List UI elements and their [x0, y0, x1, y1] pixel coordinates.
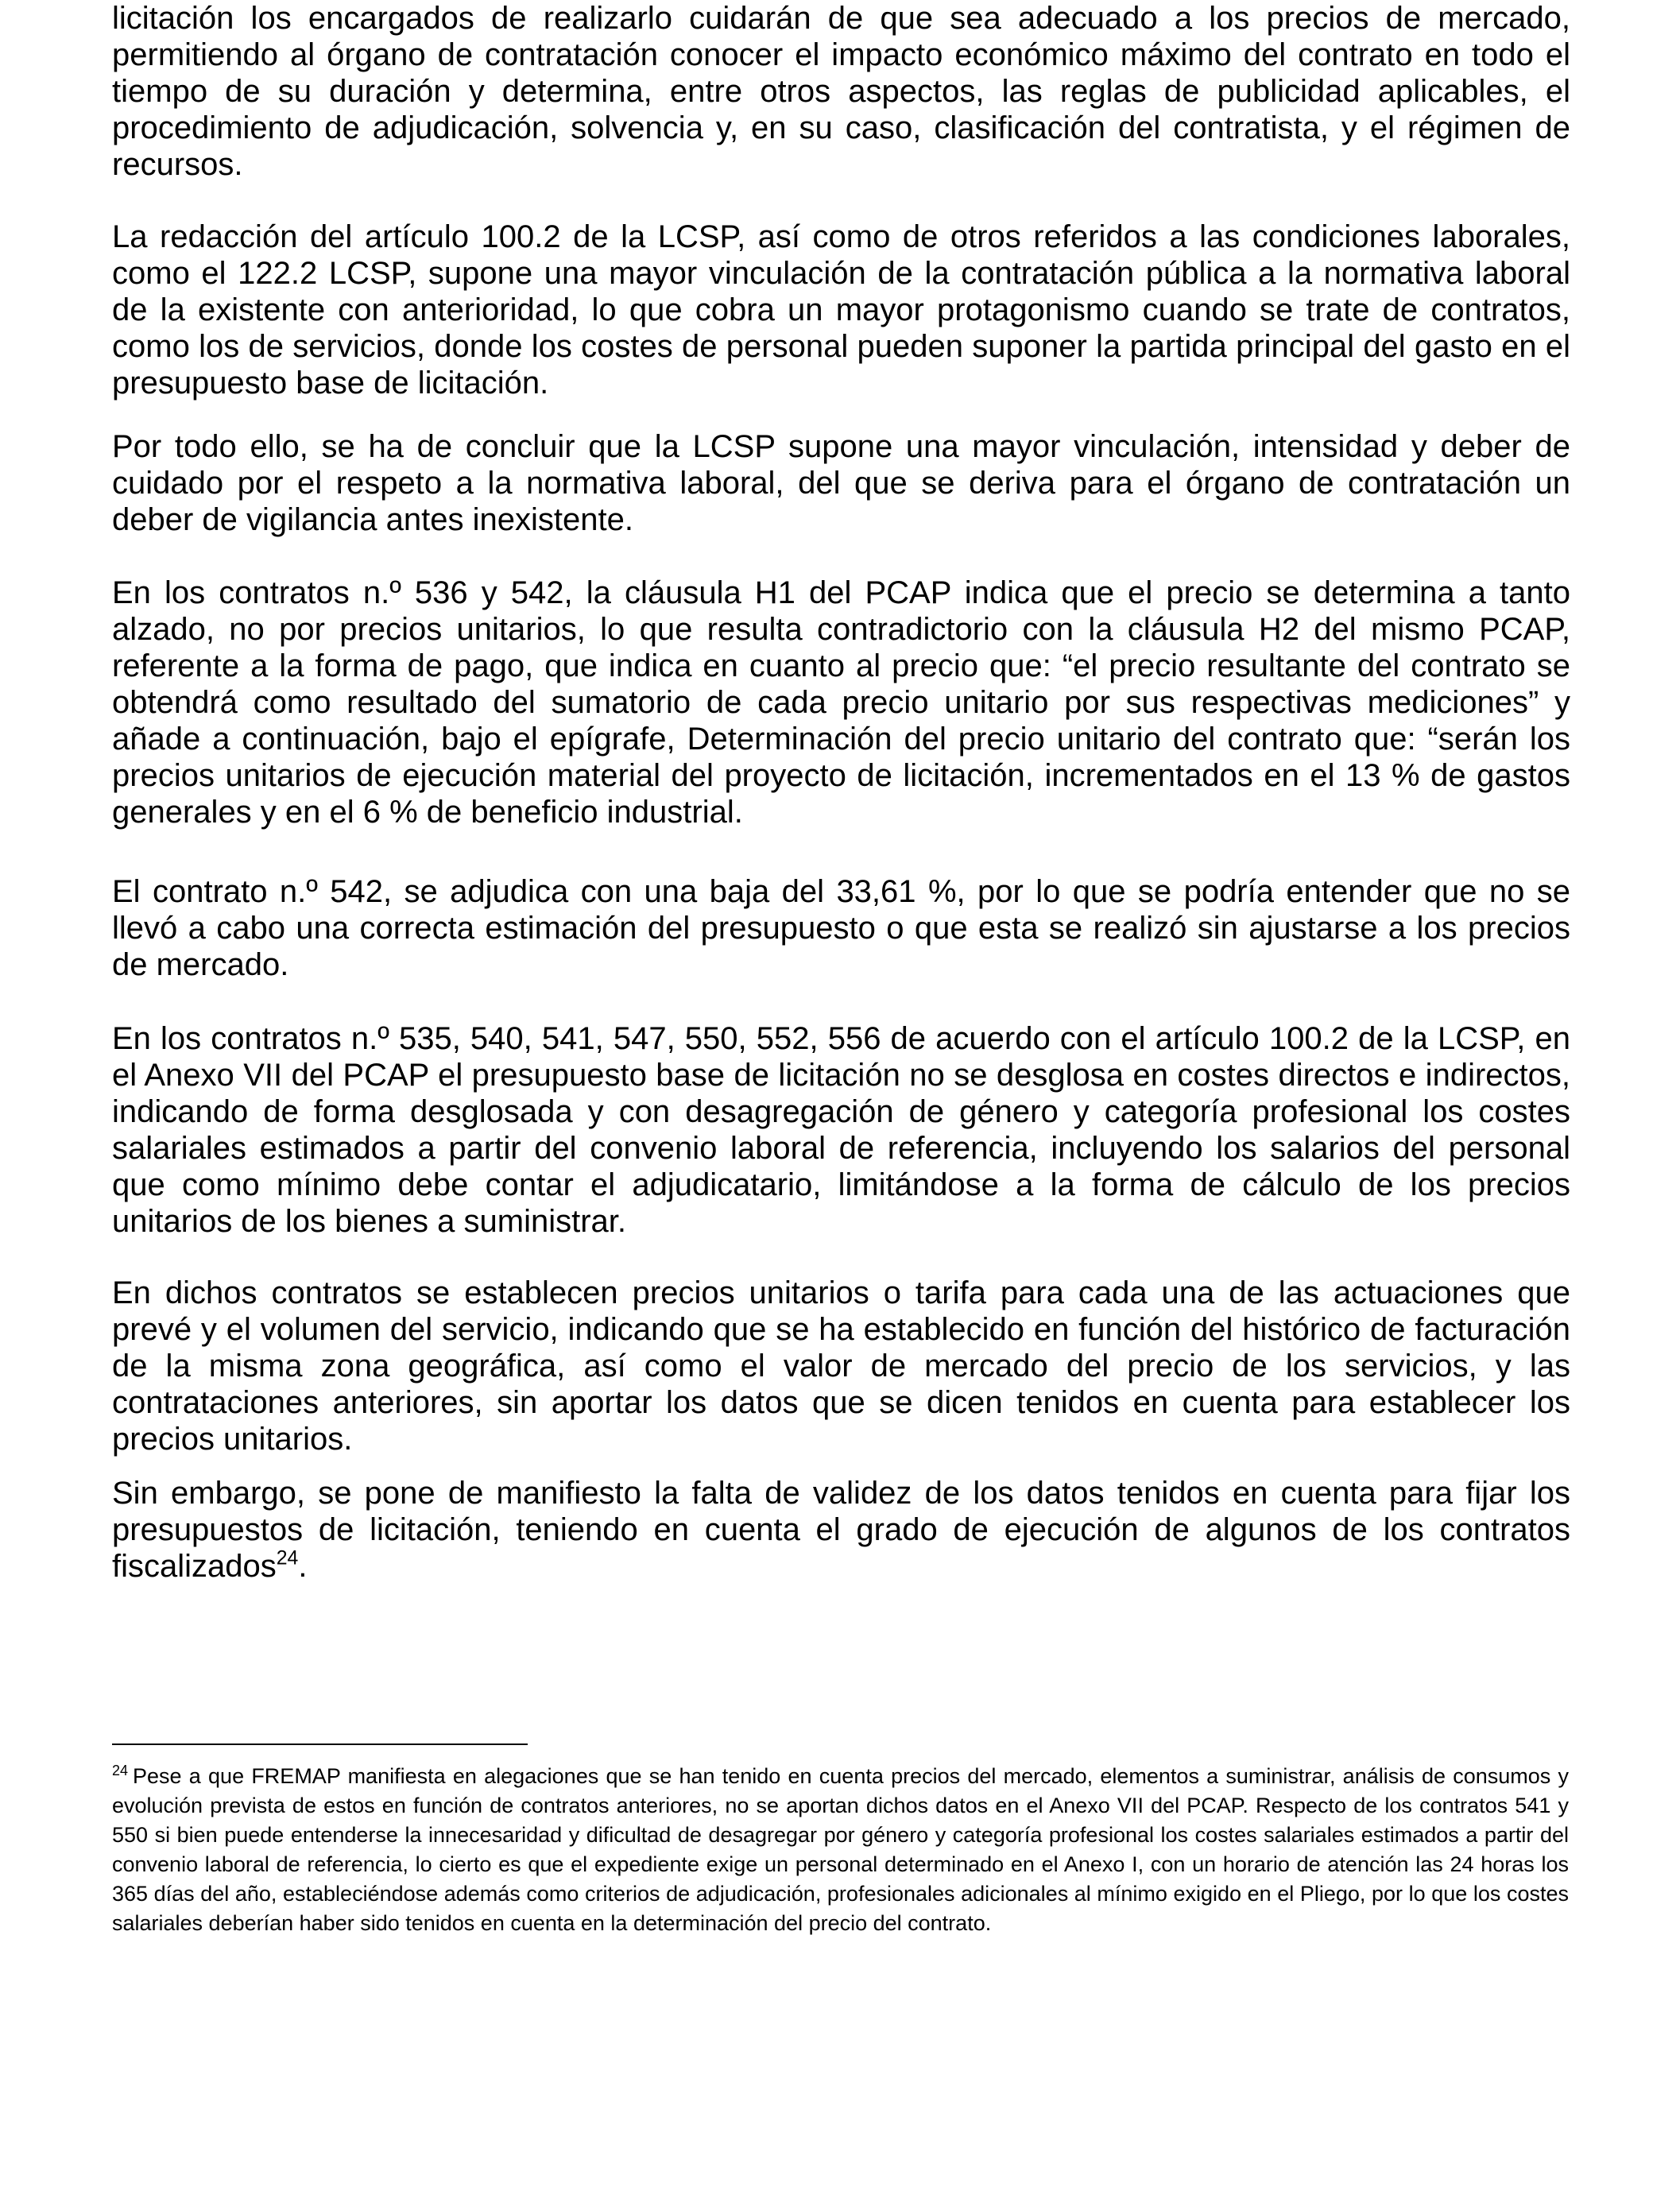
- body-paragraph-text: Sin embargo, se pone de manifiesto la falta de validez de los datos tenidos en cuenta para fijar los presupuestos de licitación, teniendo en cuenta el grado de ejecución de algunos de los contratos fiscalizados: [112, 1476, 1570, 1584]
- body-paragraph: El contrato n.º 542, se adjudica con una baja del 33,61 %, por lo que se podría entender que no se llevó a cabo una correcta estimación del presupuesto o que esta se realizó sin ajustarse a los precios de mercado.: [112, 874, 1570, 982]
- body-paragraph: En dichos contratos se establecen precios unitarios o tarifa para cada una de las actuaciones que prevé y el volumen del servicio, indicando que se ha establecido en función del histórico de facturación de la misma zona geográfica, así como el valor de mercado del precio de los servicios, y las contrataciones anteriores, sin aportar los datos que se dicen tenidos en cuenta para establecer los precios unitarios.: [112, 1275, 1570, 1457]
- footnote: [112, 1762, 1569, 1938]
- footnote-number: 24: [112, 1763, 129, 1778]
- footnote-separator: [112, 1744, 528, 1745]
- body-paragraph: Por todo ello, se ha de concluir que la LCSP supone una mayor vinculación, intensidad y deber de cuidado por el respeto a la normativa laboral, del que se deriva para el órgano de contratación un deber de vigilancia antes inexistente.: [112, 429, 1570, 537]
- paragraph-end-punctuation: .: [298, 1549, 308, 1584]
- body-paragraph: En los contratos n.º 535, 540, 541, 547, 550, 552, 556 de acuerdo con el artículo 100.2 de la LCSP, en el Anexo VII del PCAP el presupuesto base de licitación no se desglosa en costes directos e indirectos, indicando de forma desglosada y con desagregación de género y categoría profesional los costes salariales estimados a partir del convenio laboral de referencia, incluyendo los salarios del personal que como mínimo debe contar el adjudicatario, limitándose a la forma de cálculo de los precios unitarios de los bienes a suministrar.: [112, 1021, 1570, 1239]
- body-paragraph-with-footnote-ref: [112, 1475, 1570, 1585]
- footnote-text: Pese a que FREMAP manifiesta en alegaciones que se han tenido en cuenta precios del mercado, elementos a suministrar, análisis de consumos y evolución prevista de estos en función de contratos anteriores, no se aportan dichos datos en el Anexo VII del PCAP. Respecto de los contratos 541 y 550 si bien puede entenderse la innecesaridad y dificultad de desagregar por género y categoría profesional los costes salariales estimados a partir del convenio laboral de referencia, lo cierto es que el expediente exige un personal determinado en el Anexo I, con un horario de atención las 24 horas los 365 días del año, estableciéndose además como criterios de adjudicación, profesionales adicionales al mínimo exigido en el Pliego, por lo que los costes salariales deberían haber sido tenidos en cuenta en la determinación del precio del contrato.: [112, 1764, 1569, 1935]
- footnote-reference[interactable]: 24: [276, 1547, 299, 1569]
- body-paragraph: licitación los encargados de realizarlo cuidarán de que sea adecuado a los precios de mercado, permitiendo al órgano de contratación conocer el impacto económico máximo del contrato en todo el tiempo de su duración y determina, entre otros aspectos, las reglas de publicidad aplicables, el procedimiento de adjudicación, solvencia y, en su caso, clasificación del contratista, y el régimen de recursos.: [112, 1, 1570, 182]
- body-paragraph: La redacción del artículo 100.2 de la LCSP, así como de otros referidos a las condiciones laborales, como el 122.2 LCSP, supone una mayor vinculación de la contratación pública a la normativa laboral de la existente con anterioridad, lo que cobra un mayor protagonismo cuando se trate de contratos, como los de servicios, donde los costes de personal pueden suponer la partida principal del gasto en el presupuesto base de licitación.: [112, 219, 1570, 401]
- body-paragraph: En los contratos n.º 536 y 542, la cláusula H1 del PCAP indica que el precio se determina a tanto alzado, no por precios unitarios, lo que resulta contradictorio con la cláusula H2 del mismo PCAP, referente a la forma de pago, que indica en cuanto al precio que: “el precio resultante del contrato se obtendrá como resultado del sumatorio de cada precio unitario por sus respectivas mediciones” y añade a continuación, bajo el epígrafe, Determinación del precio unitario del contrato que: “serán los precios unitarios de ejecución material del proyecto de licitación, incrementados en el 13 % de gastos generales y en el 6 % de beneficio industrial.: [112, 575, 1570, 830]
